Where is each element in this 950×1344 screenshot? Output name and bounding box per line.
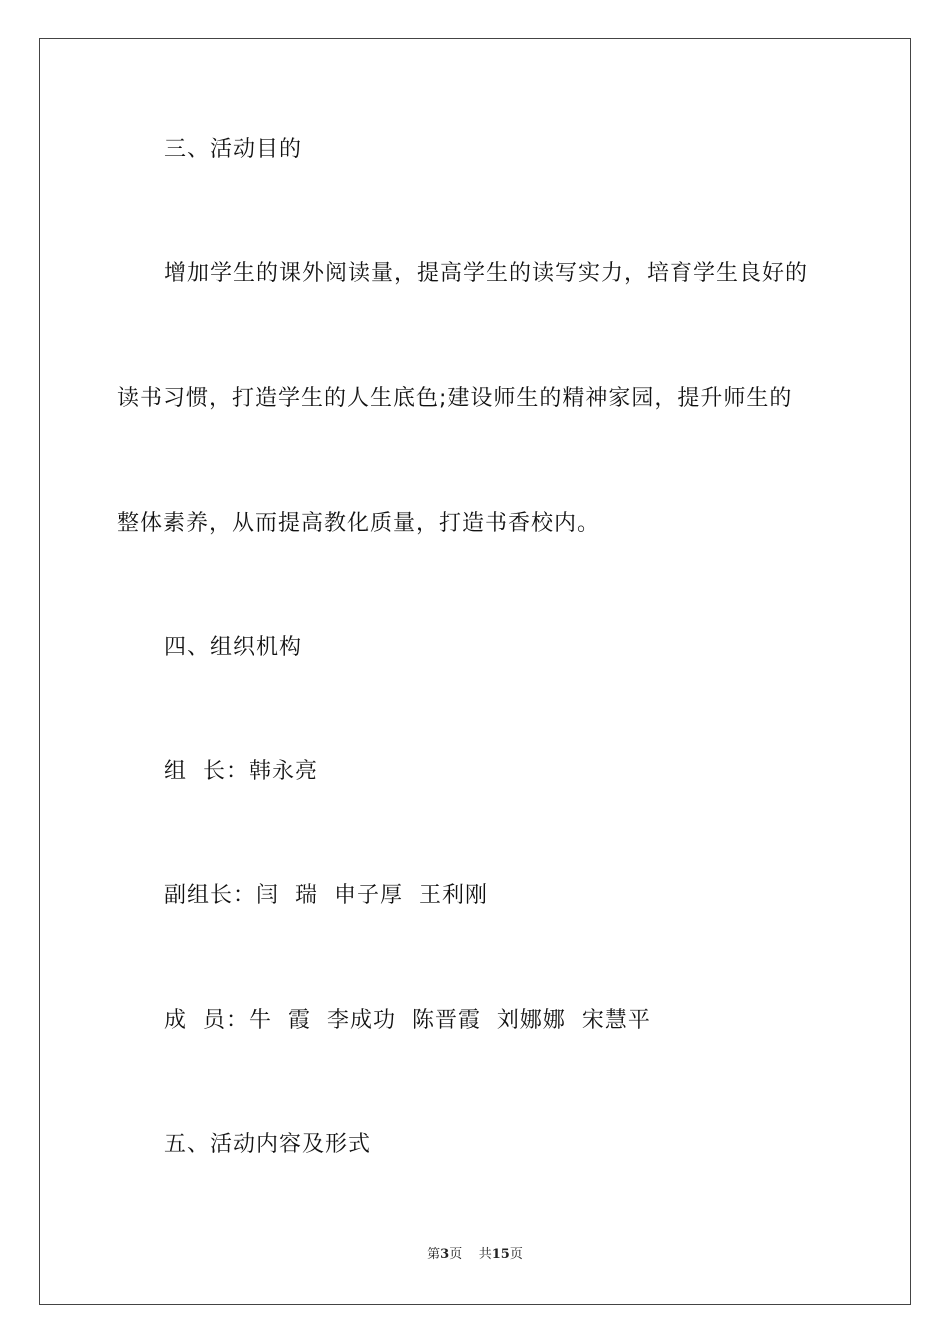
section-heading-4: 四、组织机构 — [164, 635, 303, 660]
footer-page-suffix: 页 — [449, 1247, 463, 1262]
members-line: 成 员：牛 霞 李成功 陈晋霞 刘娜娜 宋慧平 — [164, 1008, 651, 1033]
footer-page-prefix: 第 — [427, 1247, 441, 1262]
vice-leaders-line: 副组长：闫 瑞 申子厚 王利刚 — [164, 883, 488, 908]
leader-line: 组 长：韩永亮 — [164, 759, 318, 784]
section-heading-5: 五、活动内容及形式 — [164, 1132, 372, 1157]
page-border — [39, 38, 911, 1305]
footer-total-suffix: 页 — [509, 1247, 523, 1262]
section-heading-3: 三、活动目的 — [164, 137, 303, 162]
page-footer — [0, 1246, 950, 1264]
paragraph-line-1: 增加学生的课外阅读量，提高学生的读写实力，培育学生良好的 — [164, 261, 809, 286]
footer-total-prefix: 共 — [478, 1247, 492, 1262]
footer-total-pages: 15 — [491, 1247, 510, 1262]
footer-page-number: 3 — [440, 1247, 450, 1262]
paragraph-line-2: 读书习惯，打造学生的人生底色;建设师生的精神家园，提升师生的 — [117, 386, 793, 411]
paragraph-line-3: 整体素养，从而提高教化质量，打造书香校内。 — [117, 511, 601, 536]
